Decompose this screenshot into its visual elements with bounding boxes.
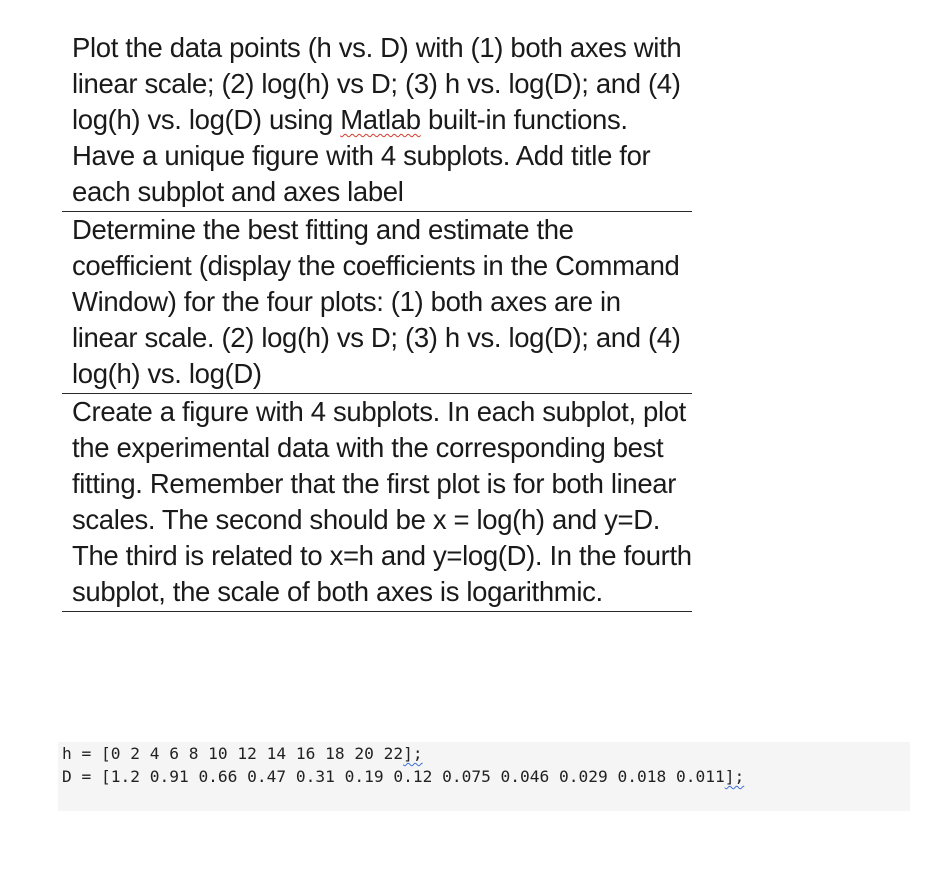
code-line-h: h = [0 2 4 6 8 10 12 14 16 18 20 22]; xyxy=(62,744,423,763)
task-row-plot xyxy=(62,30,692,212)
task-row-figure xyxy=(62,394,692,612)
task-table xyxy=(62,30,692,612)
task-row-fitting xyxy=(62,212,692,394)
task-text: Create a figure with 4 subplots. In each subplot, plot the experimental data with the corresponding best fitting. Remember that the first plot is for both linear scales. The second should be x = log(h) and y=D. The third is related to x=h and y=log(D). In the fourth subplot, the scale of both axes is logarithmic. xyxy=(72,396,692,607)
code-block xyxy=(58,742,910,811)
spellcheck-word[interactable]: Matlab xyxy=(340,104,421,135)
task-text: Plot the data points (h vs. D) with (1) both axes with linear scale; (2) log(h) vs D; (3) h vs. log(D); and (4) log(h) vs. log(D) using Matlab built-in functions. Have a unique figure with 4 subplots. Add title for each subplot and axes label xyxy=(72,32,682,207)
code-warning-mark[interactable]: ]; xyxy=(724,767,745,786)
code-line-d: D = [1.2 0.91 0.66 0.47 0.31 0.19 0.12 0.075 0.046 0.029 0.018 0.011]; xyxy=(62,767,745,786)
task-text: Determine the best fitting and estimate the coefficient (display the coefficients in the Command Window) for the four plots: (1) both axes are in linear scale. (2) log(h) vs D; (3) h vs. log(D); and (4) log(h) vs. log(D) xyxy=(72,214,681,389)
code-warning-mark[interactable]: ]; xyxy=(403,744,423,763)
